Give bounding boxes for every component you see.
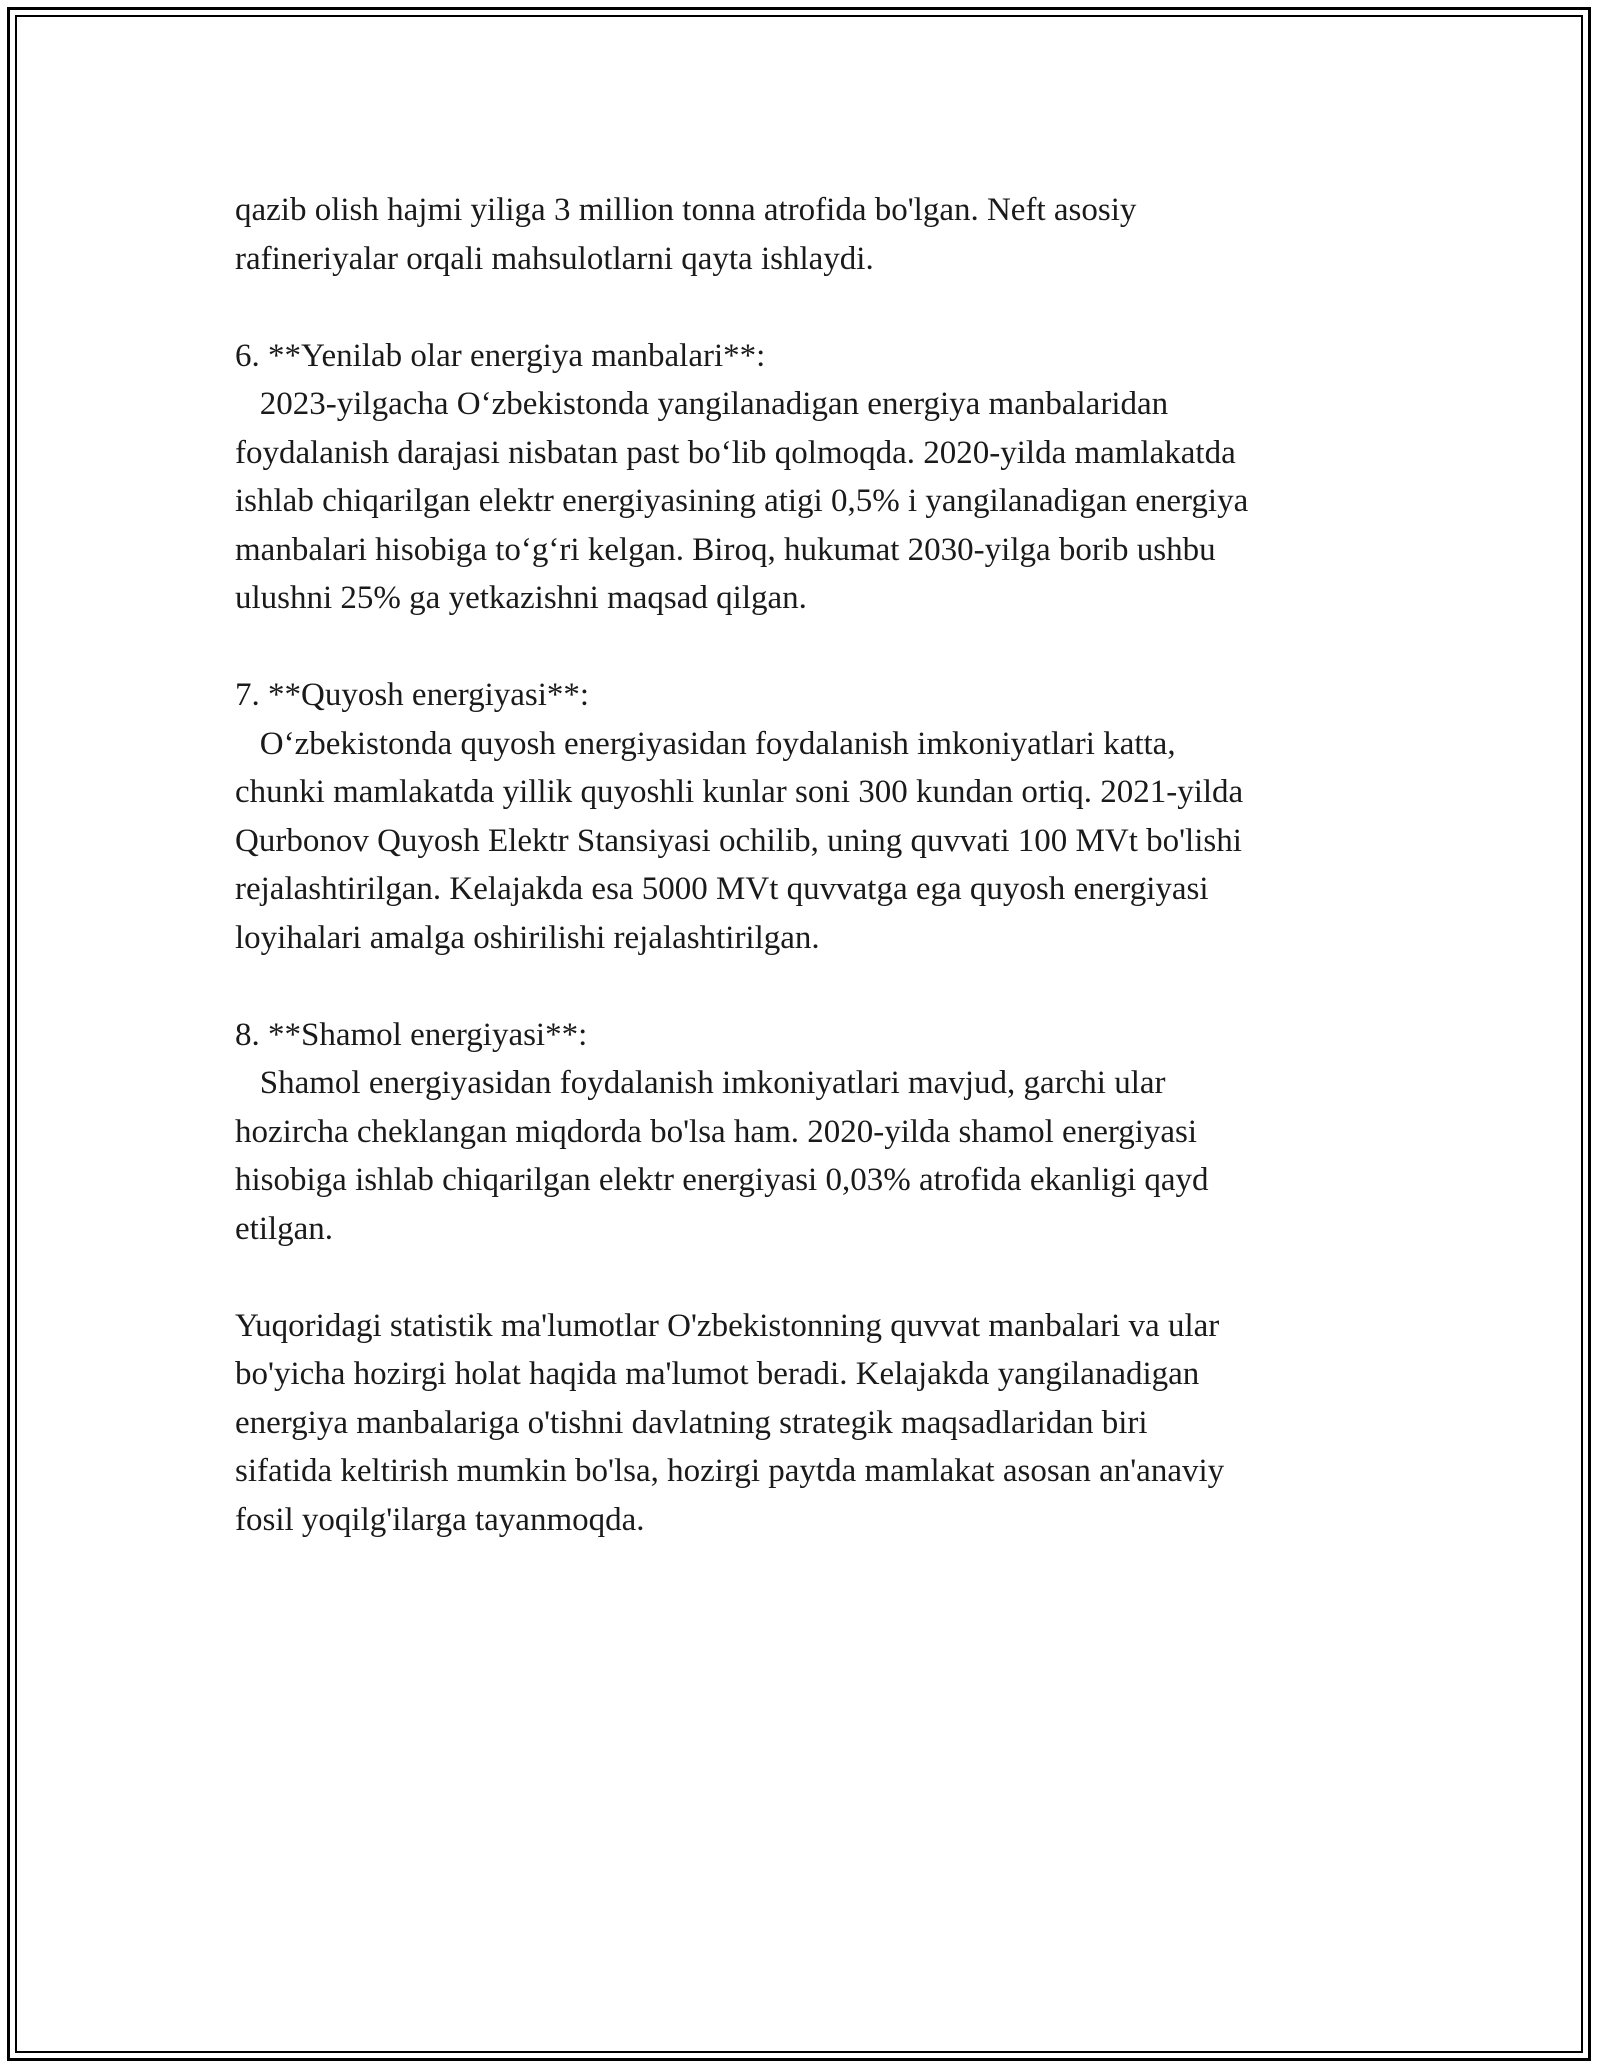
text-line: Qurbonov Quyosh Elektr Stansiyasi ochilib, uning quvvati 100 MVt bo'lishi: [235, 822, 1242, 859]
section-heading: 7. **Quyosh energiyasi**:: [235, 677, 590, 713]
text-line: qazib olish hajmi yiliga 3 million tonna atrofida bo'lgan. Neft asosiy: [235, 192, 1137, 228]
text-line: O‘zbekistonda quyosh energiyasidan foydalanish imkoniyatlari katta,: [235, 725, 1176, 762]
section-solar-energy: [235, 671, 1385, 962]
text-line: foydalanish darajasi nisbatan past bo‘lib qolmoqda. 2020-yilda mamlakatda: [235, 434, 1236, 471]
intro-paragraph: [235, 186, 1385, 283]
text-line: chunki mamlakatda yillik quyoshli kunlar soni 300 kundan ortiq. 2021-yilda: [235, 774, 1244, 810]
text-line: hozircha cheklangan miqdorda bo'lsa ham. 2020-yilda shamol energiyasi: [235, 1113, 1198, 1150]
text-line: ulushni 25% ga yetkazishni maqsad qilgan.: [235, 580, 807, 616]
section-heading: 8. **Shamol energiyasi**:: [235, 1016, 588, 1053]
text-line: rafineriyalar orqali mahsulotlarni qayta ishlaydi.: [235, 240, 874, 277]
section-renewable-energy: [235, 332, 1385, 623]
paragraph-gap: [235, 283, 1385, 332]
document-body: [235, 186, 1385, 1544]
section-wind-energy: [235, 1011, 1385, 1254]
text-line: ishlab chiqarilgan elektr energiyasining atigi 0,5% i yangilanadigan energiya: [235, 483, 1249, 519]
paragraph-gap: [235, 623, 1385, 672]
text-line: fosil yoqilg'ilarga tayanmoqda.: [235, 1501, 645, 1538]
section-heading: 6. **Yenilab olar energiya manbalari**:: [235, 337, 766, 374]
text-line: rejalashtirilgan. Kelajakda esa 5000 MVt quvvatga ega quyosh energiyasi: [235, 871, 1209, 907]
conclusion-paragraph: [235, 1302, 1385, 1545]
paragraph-gap: [235, 962, 1385, 1011]
text-line: loyihalari amalga oshirilishi rejalashtirilgan.: [235, 919, 820, 956]
text-line: 2023-yilgacha O‘zbekistonda yangilanadigan energiya manbalaridan: [235, 386, 1169, 422]
text-line: energiya manbalariga o'tishni davlatning strategik maqsadlaridan biri: [235, 1404, 1148, 1441]
text-line: Shamol energiyasidan foydalanish imkoniyatlari mavjud, garchi ular: [235, 1065, 1166, 1101]
text-line: sifatida keltirish mumkin bo'lsa, hozirgi paytda mamlakat asosan an'anaviy: [235, 1453, 1225, 1489]
text-line: bo'yicha hozirgi holat haqida ma'lumot beradi. Kelajakda yangilanadigan: [235, 1356, 1200, 1392]
text-line: hisobiga ishlab chiqarilgan elektr energiyasi 0,03% atrofida ekanligi qayd: [235, 1162, 1209, 1198]
text-line: etilgan.: [235, 1210, 334, 1247]
paragraph-gap: [235, 1253, 1385, 1302]
text-line: Yuqoridagi statistik ma'lumotlar O'zbekistonning quvvat manbalari va ular: [235, 1307, 1220, 1344]
text-line: manbalari hisobiga to‘g‘ri kelgan. Biroq, hukumat 2030-yilga borib ushbu: [235, 531, 1216, 568]
